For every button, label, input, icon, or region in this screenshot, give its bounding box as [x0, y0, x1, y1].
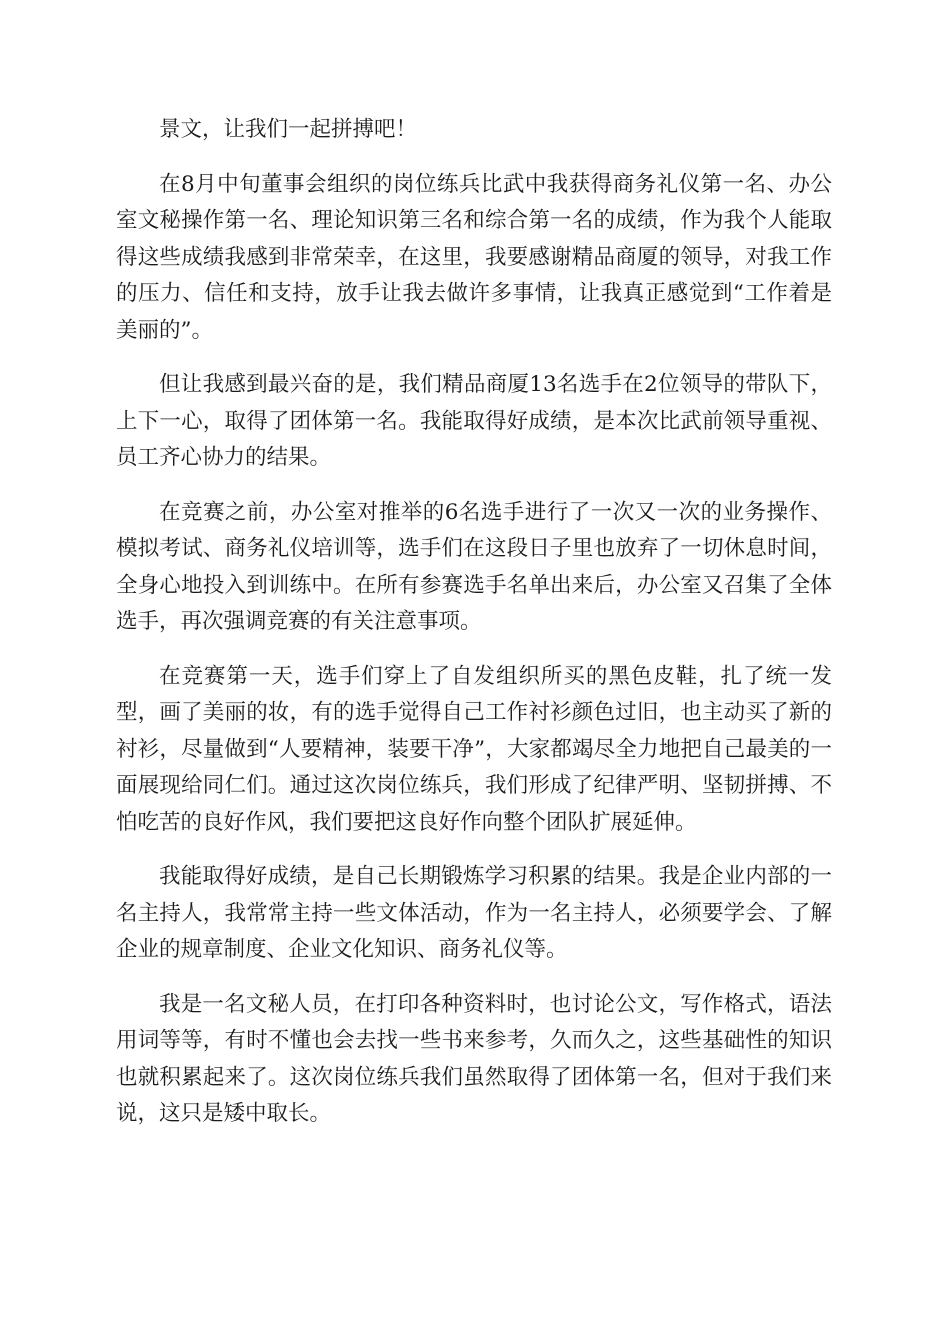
paragraph-3: 但让我感到最兴奋的是，我们精品商厦13名选手在2位领导的带队下，上下一心，取得了团体第一名。我能取得好成绩，是本次比武前领导重视、员工齐心协力的结果。	[116, 372, 832, 470]
paragraph-2: 在8月中旬董事会组织的岗位练兵比武中我获得商务礼仪第一名、办公室文秘操作第一名、理论知识第三名和综合第一名的成绩，作为我个人能取得这些成绩我感到非常荣幸，在这里，我要感谢精品商厦的领导，对我工作的压力、信任和支持，放手让我去做许多事情，让我真正感觉到“工作着是美丽的”。	[116, 171, 832, 343]
paragraph-6: 我能取得好成绩，是自己长期锻炼学习积累的结果。我是企业内部的一名主持人，我常常主持一些文体活动，作为一名主持人，必须要学会、了解企业的规章制度、企业文化知识、商务礼仪等。	[116, 864, 832, 962]
paragraph-4: 在竞赛之前，办公室对推举的6名选手进行了一次又一次的业务操作、模拟考试、商务礼仪培训等，选手们在这段日子里也放弃了一切休息时间，全身心地投入到训练中。在所有参赛选手名单出来后，办公室又召集了全体选手，再次强调竞赛的有关注意事项。	[116, 499, 832, 634]
paragraph-1: 景文，让我们一起拼搏吧！	[159, 117, 418, 142]
paragraph-5: 在竞赛第一天，选手们穿上了自发组织所买的黑色皮鞋，扎了统一发型，画了美丽的妆，有的选手觉得自己工作衬衫颜色过旧，也主动买了新的衬衫，尽量做到“人要精神，装要干净”，大家都竭尽全力地把自己最美的一面展现给同仁们。通过这次岗位练兵，我们形成了纪律严明、坚韧拼搏、不怕吃苦的良好作风，我们要把这良好作向整个团队扩展延伸。	[116, 663, 832, 835]
document-body	[116, 112, 832, 1151]
paragraph-7: 我是一名文秘人员，在打印各种资料时，也讨论公文，写作格式，语法用词等等，有时不懂也会去找一些书来参考，久而久之，这些基础性的知识也就积累起来了。这次岗位练兵我们虽然取得了团体第一名，但对于我们来说，这只是矮中取长。	[116, 991, 832, 1126]
